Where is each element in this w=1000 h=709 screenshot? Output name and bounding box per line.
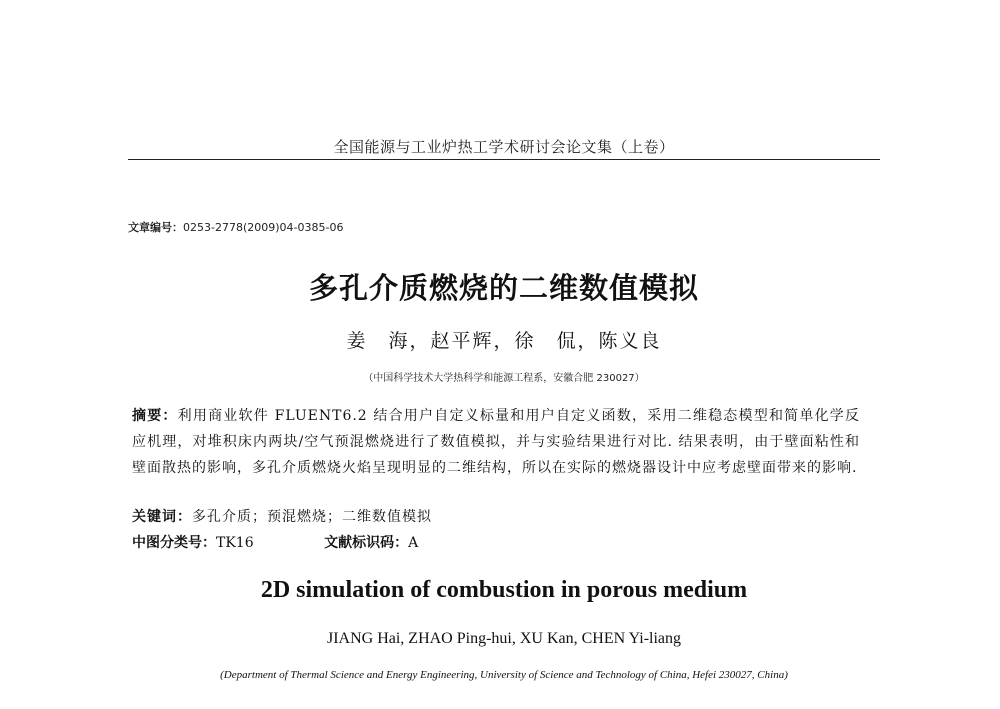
affiliation-chinese: （中国科学技术大学热科学和能源工程系，安徽合肥 230027） — [363, 373, 645, 384]
article-id — [128, 219, 343, 235]
keywords-text: 多孔介质；预混燃烧；二维数值模拟 — [192, 509, 432, 525]
abstract-text: 利用商业软件 FLUENT6.2 结合用户自定义标量和用户自定义函数，采用二维稳态模型和简单化学反应机理，对堆积床内两块/空气预混燃烧进行了数值模拟，并与实验结果进行对比. 结果表明，由于壁面粘性和壁面散热的影响，多孔介质燃烧火焰呈现明显的二维结构，所以在实际的燃烧器设计中应考虑壁面带来的影响. — [132, 408, 861, 476]
classification-row — [132, 532, 418, 552]
abstract-chinese — [132, 403, 860, 481]
title-chinese: 多孔介质燃烧的二维数值模拟 — [308, 271, 699, 305]
affiliation-english: (Department of Thermal Science and Energy Engineering, University of Science and Technology of China, Hefei 230027, China) — [220, 669, 788, 681]
running-header: 全国能源与工业炉热工学术研讨会论文集（上卷） — [333, 138, 675, 156]
header-rule — [128, 159, 880, 160]
clc-value: TK16 — [216, 535, 254, 551]
document-code — [324, 532, 418, 552]
authors-chinese: 姜 海，赵平辉，徐 侃，陈义良 — [346, 330, 662, 352]
clc-label: 中图分类号： — [132, 535, 216, 551]
article-id-value: 0253-2778(2009)04-0385-06 — [183, 221, 344, 234]
doc-code-value: A — [408, 535, 419, 551]
keywords-chinese — [132, 506, 432, 526]
title-english: 2D simulation of combustion in porous medium — [260, 577, 748, 603]
authors-english: JIANG Hai, ZHAO Ping-hui, XU Kan, CHEN Yi-liang — [326, 630, 682, 647]
article-id-label: 文章编号： — [128, 221, 183, 234]
abstract-label: 摘要： — [132, 408, 178, 424]
doc-code-label: 文献标识码： — [324, 535, 409, 551]
keywords-label: 关键词： — [132, 509, 192, 525]
